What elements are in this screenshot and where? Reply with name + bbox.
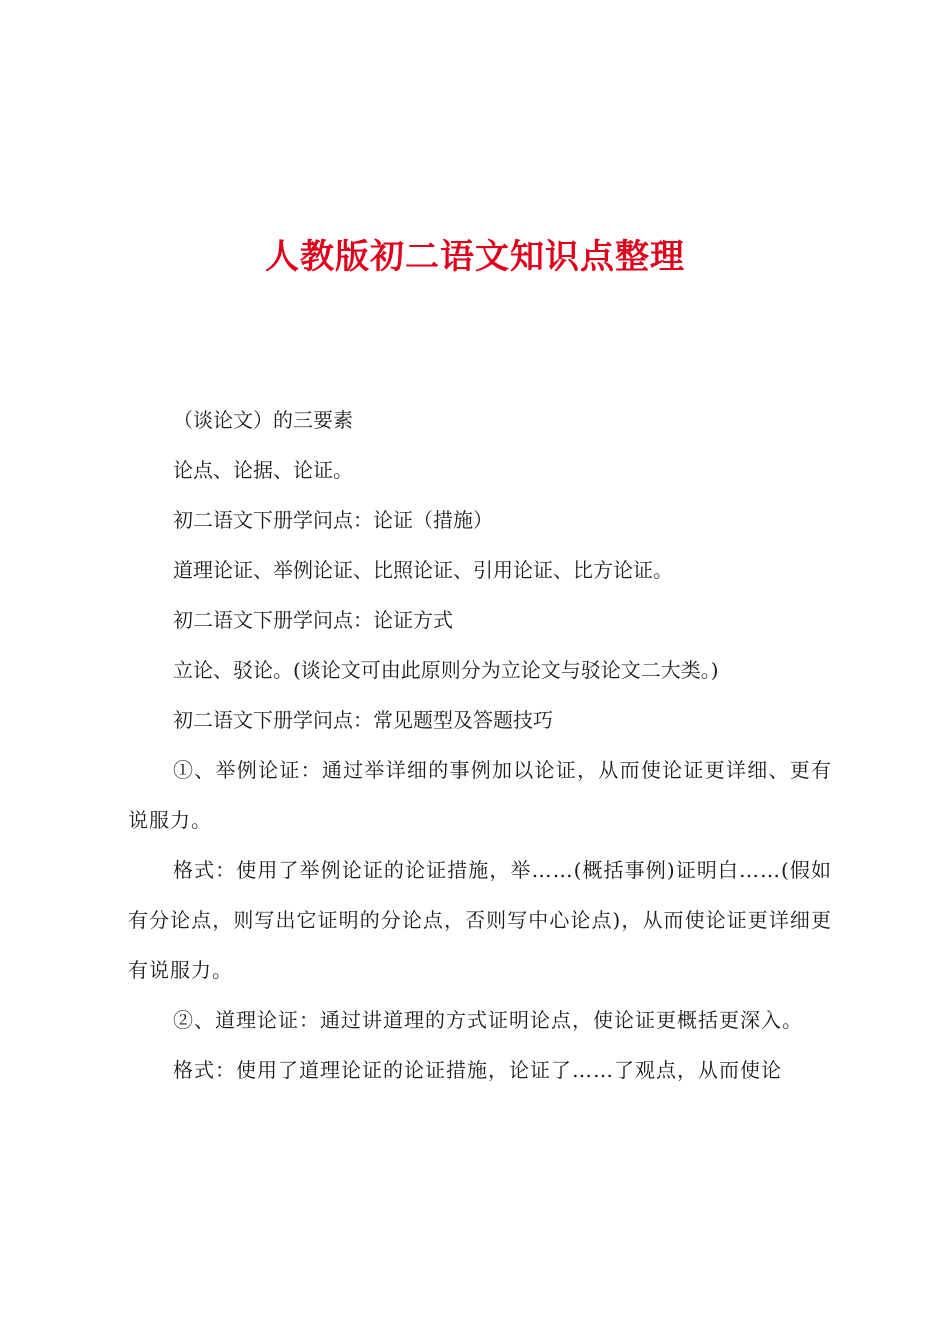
document-title: 人教版初二语文知识点整理 [265,236,685,277]
paragraph: 初二语文下册学问点：论证方式 [173,608,453,632]
paragraph: 立论、驳论。(谈论文可由此原则分为立论文与驳论文二大类。) [173,658,719,682]
paragraph: 格式：使用了举例论证的论证措施，举……(概括事例)证明白……(假如有分论点，则写出它证明的分论点，否则写中心论点)，从而使论证更详细更有说服力。 [128,858,832,982]
paragraph: ②、道理论证：通过讲道理的方式证明论点，使论证更概括更深入。 [173,1008,803,1032]
document-body [128,395,832,1095]
paragraph: 格式：使用了道理论证的论证措施，论证了……了观点，从而使论 [173,1058,782,1082]
paragraph: 初二语文下册学问点：常见题型及答题技巧 [173,708,553,732]
paragraph: （谈论文）的三要素 [173,408,353,432]
paragraph: 道理论证、举例论证、比照论证、引用论证、比方论证。 [173,558,673,582]
paragraph: 初二语文下册学问点：论证（措施） [173,508,493,532]
paragraph: ①、举例论证：通过举详细的事例加以论证，从而使论证更详细、更有说服力。 [128,758,832,832]
paragraph: 论点、论据、论证。 [173,458,353,482]
